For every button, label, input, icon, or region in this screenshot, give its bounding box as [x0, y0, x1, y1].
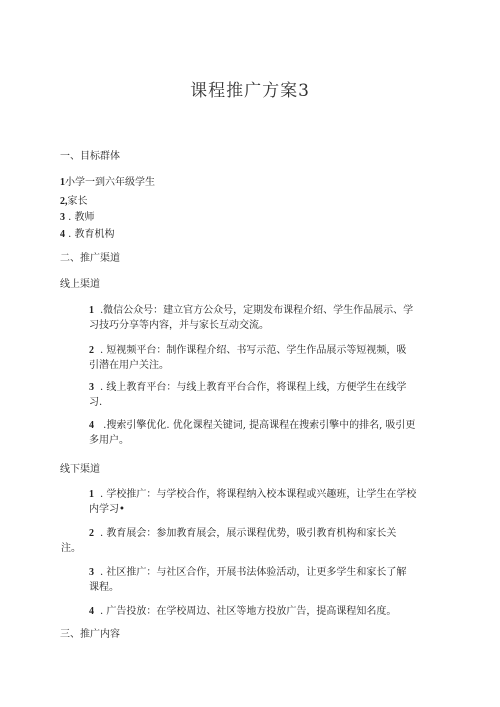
item-line: .微信公众号：建立官方公众号，定期发布课程介绍、学生作品展示、学 [100, 305, 414, 316]
list-item-text: 小学一到六年级学生 [65, 177, 155, 188]
item-line: . 线上教育平台：与线上教育平台合作，将课程上线，方便学生在线学 [100, 382, 407, 393]
item-number: 3 [89, 567, 94, 578]
offline-item-2 [61, 526, 434, 556]
item-line: .搜索引擎优化. 优化课程关键词, 提高课程在搜索引擎中的排名, 吸引更 [100, 420, 416, 431]
item-line: 注。 [61, 543, 81, 554]
online-item-2 [89, 343, 434, 373]
document-title: 课程推广方案3 [190, 81, 310, 101]
item-line: 习. [89, 397, 103, 408]
list-item-number: 3 [60, 212, 65, 223]
item-line: . 教育展会：参加教育展会，展示课程优势，吸引教育机构和家长关 [100, 528, 397, 539]
item-line: . 短视频平台：制作课程介绍、书写示范、学生作品展示等短视频，吸 [100, 345, 407, 356]
list-item-number: 2, [60, 196, 68, 207]
list-item-number: 4 [60, 229, 65, 240]
item-line: 课程。 [89, 582, 119, 593]
item-line: . 学校推广：与学校合作，将课程纳入校本课程或兴趣班，让学生在学校 [100, 489, 417, 500]
online-item-1 [89, 303, 434, 333]
item-number: 4 [89, 606, 94, 617]
item-number: 2 [89, 345, 94, 356]
list-item-number: 1 [60, 177, 65, 188]
item-line: 多用户。 [89, 435, 129, 446]
item-line: 内学习• [89, 504, 125, 515]
list-item [60, 195, 88, 209]
offline-item-3 [89, 565, 434, 595]
online-item-3 [89, 380, 434, 410]
offline-item-1 [89, 487, 434, 517]
list-item-text: . 教育机构 [65, 229, 115, 240]
item-line: . 社区推广：与社区合作，开展书法体验活动，让更多学生和家长了解 [100, 567, 407, 578]
subsection-heading-online: 线上渠道 [60, 279, 100, 290]
section-heading-target-group: 一、目标群体 [60, 151, 120, 162]
section-heading-channels: 二、推广渠道 [60, 253, 120, 264]
item-line: 习技巧分享等内容，并与家长互动交流。 [89, 320, 269, 331]
item-number: 1 [89, 305, 94, 316]
list-item-text: . 教师 [65, 212, 95, 223]
item-number: 4 [89, 420, 94, 431]
item-number: 2 [89, 528, 94, 539]
list-item [60, 176, 155, 190]
item-number: 1 [89, 489, 94, 500]
item-line: 引潜在用户关注。 [89, 360, 169, 371]
offline-item-4 [89, 604, 434, 619]
list-item [60, 211, 95, 225]
list-item-text: 家长 [67, 196, 88, 207]
online-item-4 [89, 418, 434, 448]
item-number: 3 [89, 382, 94, 393]
list-item [60, 228, 115, 242]
item-line: . 广告投放：在学校周边、社区等地方投放广告，提高课程知名度。 [100, 606, 397, 617]
section-heading-content: 三、推广内容 [60, 629, 120, 640]
subsection-heading-offline: 线下渠道 [60, 464, 100, 475]
